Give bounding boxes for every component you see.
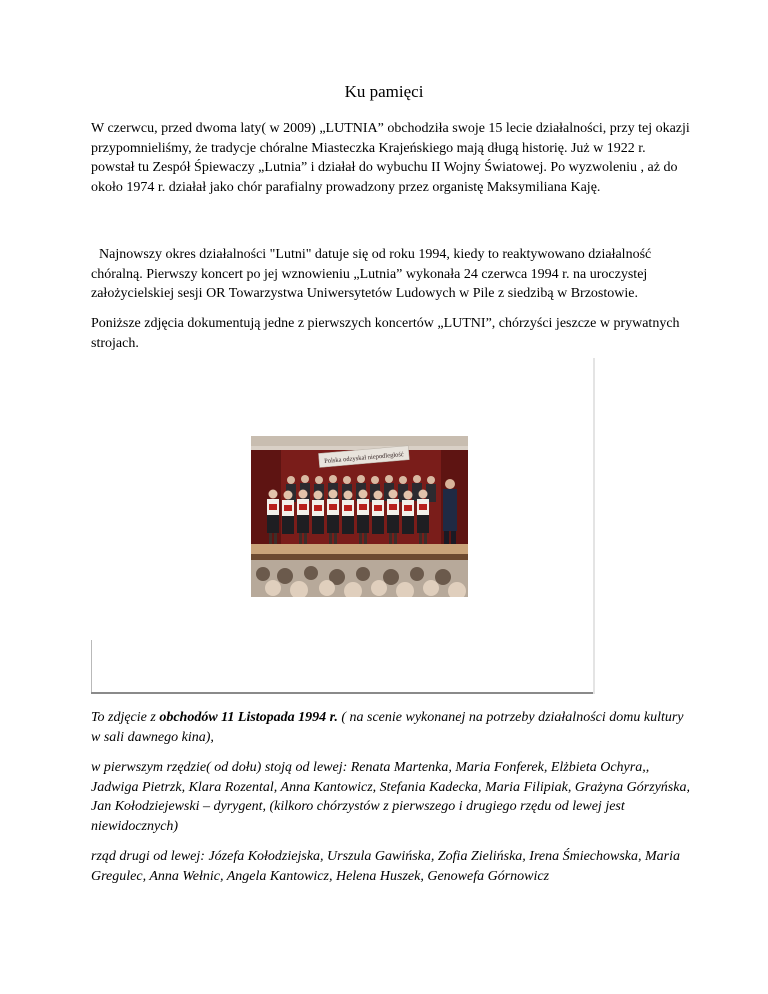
history-paragraph: Najnowszy okres działalności "Lutni" datuje się od roku 1994, kiedy to reaktywowano działalność chóralną. Pierwszy koncert po jej wznowieniu „Lutnia” wykonała 24 czerwca 1994 r. na uroczystej założycielskiej sesji OR Towarzystwa Uniwersytetów Ludowych w Pile z siedzibą w Brzostowie. — [91, 247, 652, 302]
caption-text-end: ( na scenie wykonanej na potrzeby działalności domu kultury w sali dawnego kina), — [91, 710, 684, 745]
photo-caption — [91, 708, 691, 747]
frame-right-border — [593, 358, 595, 694]
frame-bottom-border — [91, 692, 595, 694]
caption-text-start: To zdjęcie z — [91, 710, 160, 725]
choir-photo-illustration — [251, 436, 468, 597]
intro-paragraph: W czerwcu, przed dwoma laty( w 2009) „LUTNIA” obchodziła swoje 15 lecie działalności, przy tej okazji przypomnieliśmy, że tradycje chóralne Miasteczka Krajeńskiego mają długą historię. Już w 1922 r. powstał tu Zespół Śpiewaczy „Lutnia” i działał do wybuchu II Wojny Światowej. Po wyzwoleniu , aż do około 1974 r. działał jako chór parafialny prowadzony przez organistę Maksymiliana Kaję. — [91, 121, 690, 195]
frame-left-border — [91, 640, 92, 694]
caption-event-bold: obchodów 11 Listopada 1994 r. — [159, 710, 338, 725]
first-row-text: w pierwszym rzędzie( od dołu) stoją od lewej: Renata Martenka, Maria Fonferek, Elżbieta Ochyra,, Jadwiga Pietrzk, Klara Rozental, Anna Kantowicz, Stefania Kadecka, Maria Filipiak, Grażyna Górzyńska, Jan Kołodziejewski – dyrygent, (kilkoro chórzystów z — [91, 760, 690, 815]
photos-intro-paragraph: Poniższe zdjęcia dokumentują jedne z pierwszych koncertów „LUTNI”, chórzyści jeszcze w prywatnych strojach. — [91, 316, 680, 351]
choir-photo — [251, 436, 468, 597]
first-row-names — [91, 758, 691, 836]
photo-frame — [91, 358, 595, 694]
second-row-names: rząd drugi od lewej: Józefa Kołodziejska, Urszula Gawińska, Zofia Zielińska, Irena Śmiechowska, Maria Gregulec, Anna Wełnic, Angela Kantowicz, Helena Huszek, Genowefa Górnowicz — [91, 849, 681, 884]
page-title: Ku pamięci — [344, 82, 424, 101]
first-row-close: ) — [173, 818, 179, 834]
photo-banner-text: Polska odzyskał niepodległość — [323, 451, 405, 466]
first-row-note: pierwszego i drugiego rzędu od lewej jest niewidocznych — [91, 799, 625, 834]
